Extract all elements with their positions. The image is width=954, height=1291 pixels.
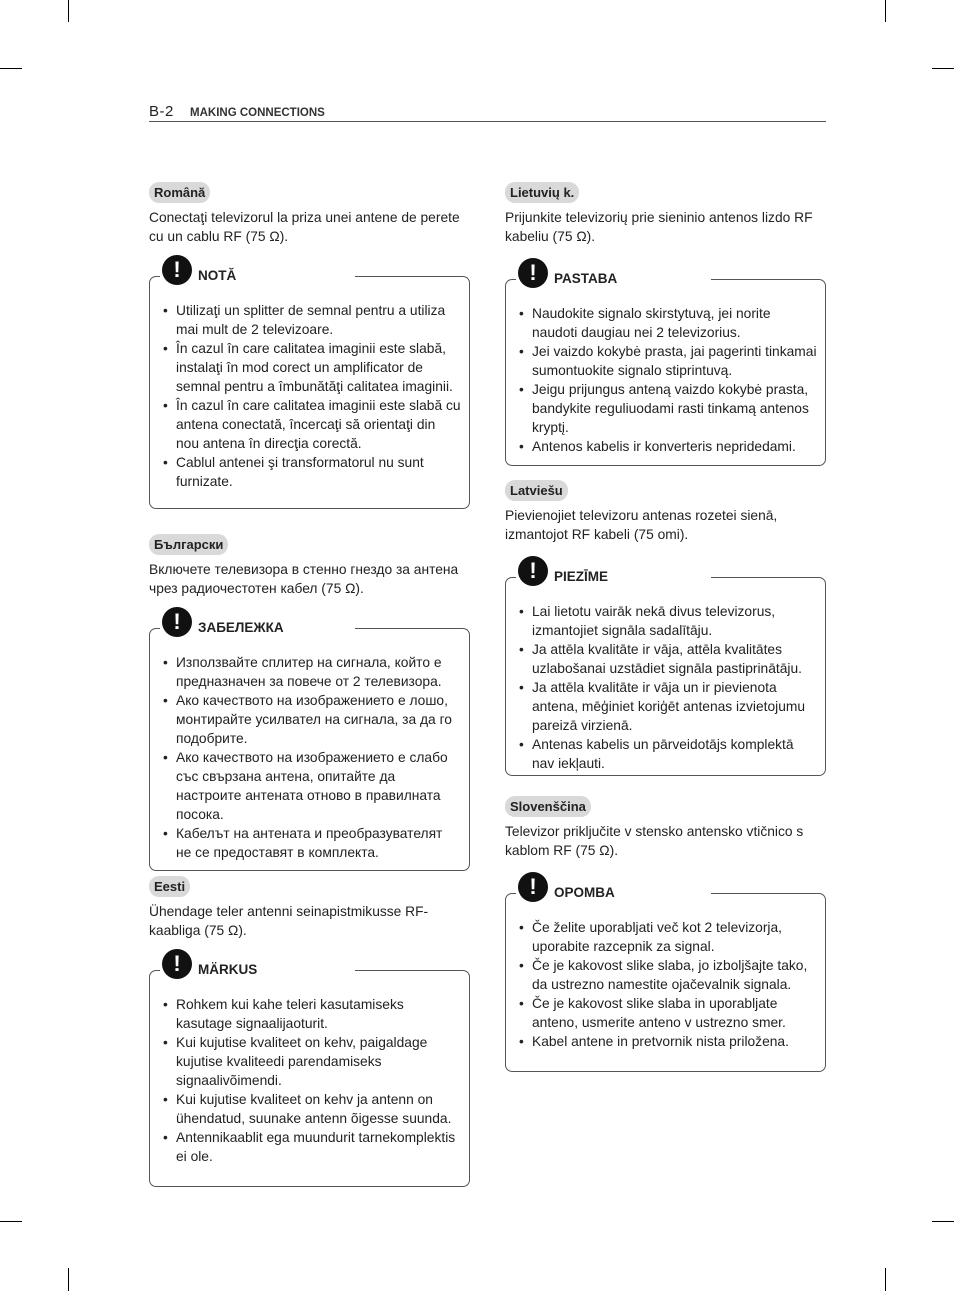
header-rule bbox=[149, 121, 826, 122]
crop-mark bbox=[68, 1268, 69, 1291]
section-text: Pievienojiet televizoru antenas rozetei sienā, izmantojot RF kabeli (75 omi). bbox=[505, 508, 778, 542]
note-box bbox=[505, 558, 826, 776]
list-item: • Če je kakovost slike slaba, jo izboljšajte tako, da ustrezno namestite ojačevalnik signala. bbox=[532, 956, 817, 994]
crop-mark bbox=[932, 68, 954, 69]
note-label: ЗАБЕЛЕЖКА bbox=[198, 620, 284, 635]
note-list bbox=[506, 578, 825, 773]
note-header bbox=[160, 607, 355, 639]
list-item: • Naudokite signalo skirstytuvą, jei norite naudoti daugiau nei 2 televizorius. bbox=[532, 304, 817, 342]
language-badge: Eesti bbox=[149, 876, 190, 897]
section-eesti bbox=[149, 876, 471, 1187]
note-label: MÄRKUS bbox=[198, 962, 258, 977]
list-item: • Ja attēla kvalitāte ir vāja un ir pievienota antena, mēģiniet koriģēt antenas izvietojumu pareizā virzienā. bbox=[532, 678, 817, 735]
section-text: Ühendage teler antenni seinapistmikusse RF-kaabliga (75 Ω). bbox=[149, 904, 429, 938]
list-item: • Utilizaţi un splitter de semnal pentru a utiliza mai mult de 2 televizoare. bbox=[176, 301, 461, 339]
list-item: • Използвайте сплитер на сигнала, който е предназначен за повече от 2 телевизора. bbox=[176, 653, 461, 691]
list-item: • În cazul în care calitatea imaginii este slabă cu antena conectată, încercaţi să orientaţi din nou antena în direcţia corectă. bbox=[176, 396, 461, 453]
list-item: • Jeigu prijungus anteną vaizdo kokybė prasta, bandykite reguliuodami rasti tinkamą antenos kryptį. bbox=[532, 380, 817, 437]
note-header bbox=[516, 556, 711, 588]
warning-icon: ! bbox=[162, 607, 192, 637]
note-label: PASTABA bbox=[554, 271, 618, 286]
list-item: • Lai lietotu vairāk nekā divus televizorus, izmantojiet signāla sadalītāju. bbox=[532, 602, 817, 640]
list-item: • Ако качеството на изображението е лошо, монтирайте усилвател на сигнала, за да го подобрите. bbox=[176, 691, 461, 748]
language-badge: Română bbox=[149, 182, 210, 203]
note-header bbox=[160, 949, 355, 981]
crop-mark bbox=[932, 1221, 954, 1222]
warning-icon: ! bbox=[162, 949, 192, 979]
list-item: • Če želite uporabljati več kot 2 televizorja, uporabite razcepnik za signal. bbox=[532, 918, 817, 956]
list-item: • Кабелът на антената и преобразувателят не се предоставят в комплекта. bbox=[176, 824, 461, 862]
language-badge: Lietuvių k. bbox=[505, 182, 579, 203]
note-header bbox=[160, 255, 355, 287]
crop-mark bbox=[68, 0, 69, 22]
list-item: • Kui kujutise kvaliteet on kehv ja antenn on ühendatud, suunake antenn õigesse suunda. bbox=[176, 1090, 461, 1128]
language-badge: Latviešu bbox=[505, 480, 568, 501]
warning-icon: ! bbox=[162, 255, 192, 285]
list-item: • Antenas kabelis un pārveidotājs komplektā nav iekļauti. bbox=[532, 735, 817, 773]
page-number: B-2 bbox=[149, 103, 174, 120]
list-item: • Kabel antene in pretvornik nista priložena. bbox=[532, 1032, 817, 1051]
section-text: Prijunkite televizorių prie sieninio antenos lizdo RF kabeliu (75 Ω). bbox=[505, 210, 813, 244]
note-list bbox=[150, 277, 469, 491]
list-item: • În cazul în care calitatea imaginii este slabă, instalaţi în mod corect un amplificator de semnal pentru a îmbunătăţi calitatea imaginii. bbox=[176, 339, 461, 396]
section-text: Televizor priključite v stensko antensko vtičnico s kablom RF (75 Ω). bbox=[505, 824, 804, 858]
note-label: NOTĂ bbox=[198, 268, 237, 283]
crop-mark bbox=[0, 68, 22, 69]
section-text: Включете телевизора в стенно гнездо за антена чрез радиочестотен кабел (75 Ω). bbox=[149, 562, 459, 596]
list-item: • Jei vaizdo kokybė prasta, jai pagerinti tinkamai sumontuokite signalo stiprintuvą. bbox=[532, 342, 817, 380]
crop-mark bbox=[0, 1221, 22, 1222]
list-item: • Ja attēla kvalitāte ir vāja, attēla kvalitātes uzlabošanai uzstādiet signāla pastiprinātāju. bbox=[532, 640, 817, 678]
section-latviesu bbox=[505, 480, 827, 776]
note-list bbox=[150, 629, 469, 862]
language-badge: Slovenščina bbox=[505, 796, 591, 817]
crop-mark bbox=[885, 0, 886, 22]
note-list bbox=[506, 280, 825, 456]
list-item: • Če je kakovost slike slaba in uporabljate anteno, usmerite anteno v ustrezno smer. bbox=[532, 994, 817, 1032]
section-bulgarian bbox=[149, 534, 471, 871]
page-title: MAKING CONNECTIONS bbox=[190, 107, 325, 119]
section-slovenscina bbox=[505, 796, 827, 1072]
list-item: • Rohkem kui kahe teleri kasutamiseks kasutage signaalijaoturit. bbox=[176, 995, 461, 1033]
note-label: OPOMBA bbox=[554, 885, 615, 900]
note-box bbox=[505, 260, 826, 466]
language-badge: Български bbox=[149, 534, 228, 555]
note-box bbox=[149, 951, 470, 1187]
warning-icon: ! bbox=[518, 872, 548, 902]
crop-mark bbox=[885, 1268, 886, 1291]
warning-icon: ! bbox=[518, 556, 548, 586]
list-item: • Antennikaablit ega muundurit tarnekomplektis ei ole. bbox=[176, 1128, 461, 1166]
note-box bbox=[149, 609, 470, 871]
section-romana bbox=[149, 182, 471, 509]
warning-icon: ! bbox=[518, 258, 548, 288]
note-header bbox=[516, 872, 711, 904]
note-list bbox=[506, 894, 825, 1051]
list-item: • Ако качеството на изображението е слабо със свързана антена, опитайте да настроите антената отново в правилната посока. bbox=[176, 748, 461, 824]
note-box bbox=[149, 257, 470, 509]
note-label: PIEZĪME bbox=[554, 569, 609, 584]
note-header bbox=[516, 258, 711, 290]
note-list bbox=[150, 971, 469, 1166]
section-lietuviu bbox=[505, 182, 827, 466]
section-text: Conectaţi televizorul la priza unei antene de perete cu un cablu RF (75 Ω). bbox=[149, 210, 460, 244]
list-item: • Kui kujutise kvaliteet on kehv, paigaldage kujutise kvaliteedi parendamiseks signaalivõimendi. bbox=[176, 1033, 461, 1090]
list-item: • Antenos kabelis ir konverteris nepridedami. bbox=[532, 437, 817, 456]
list-item: • Cablul antenei şi transformatorul nu sunt furnizate. bbox=[176, 453, 461, 491]
note-box bbox=[505, 874, 826, 1072]
